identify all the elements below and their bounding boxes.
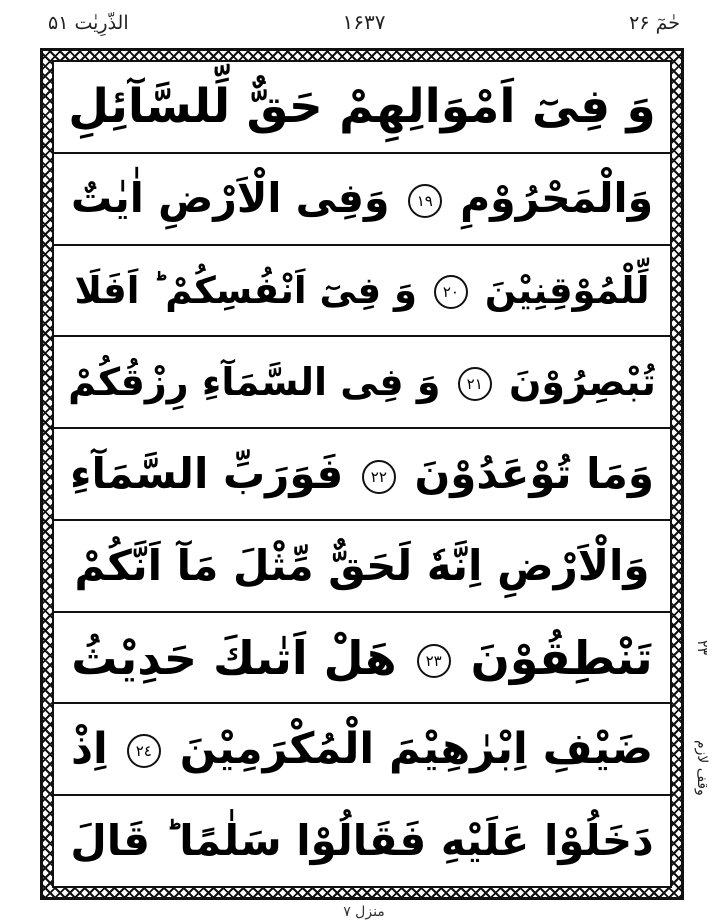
waqf-note: وقف لازم — [694, 740, 710, 796]
verse-line — [54, 337, 670, 429]
verse-text: تَنْطِقُوْنَ ٢٣ هَلْ اَتٰىكَ حَدِیْثُ — [71, 630, 653, 685]
verse-text: تُبْصِرُوْنَ ٢١ وَ فِی السَّمَآءِ رِزْقُكُمْ — [68, 359, 656, 404]
verse-line — [54, 796, 670, 886]
verse-text: وَمَا تُوْعَدُوْنَ ٢٢ فَوَرَبِّ السَّمَآءِ — [70, 449, 654, 499]
verse-text: وَالْمَحْرُوْمِ ١٩ وَفِی الْاَرْضِ اٰیٰتٌ — [70, 174, 654, 223]
page-header — [40, 8, 688, 38]
verse-line — [54, 154, 670, 246]
surah-name: الذّرِیٰت ۵۱ — [48, 12, 129, 34]
verse-line — [54, 62, 670, 154]
verse-line — [54, 246, 670, 338]
ayah-marker: ١٩ — [408, 184, 442, 218]
juz-label: حٰمٓ ۲۶ — [629, 12, 680, 34]
verse-text: وَ فِیٓ اَمْوَالِهِمْ حَقٌّ لِّلسَّآئِلِ — [68, 79, 656, 135]
ruku-marker: ۲۳ — [694, 640, 710, 656]
ayah-marker: ٢٢ — [362, 460, 396, 494]
ornamental-border — [40, 48, 684, 900]
page-number: ۱۶۳۷ — [342, 10, 386, 34]
verse-line — [54, 613, 670, 705]
text-panel — [52, 60, 672, 888]
ayah-marker: ٢١ — [458, 367, 492, 401]
verse-text: ضَیْفِ اِبْرٰهِیْمَ الْمُكْرَمِیْنَ ٢٤ اِذْ — [70, 723, 654, 774]
verse-lines — [54, 62, 670, 886]
ayah-marker: ٢٠ — [434, 275, 468, 309]
ayah-marker: ٢٤ — [127, 734, 161, 768]
verse-line — [54, 704, 670, 796]
verse-text: دَخَلُوْا عَلَیْهِ فَقَالُوْا سَلٰمًا ؕ قَالَ — [70, 816, 654, 866]
ayah-marker: ٢٣ — [417, 644, 451, 678]
verse-text: لِّلْمُوْقِنِیْنَ ٢٠ وَ فِیٓ اَنْفُسِكُمْ ؕ اَفَلَا — [74, 268, 650, 312]
verse-line — [54, 521, 670, 613]
manzil-footer: منزل ۷ — [343, 904, 385, 920]
verse-line — [54, 429, 670, 521]
verse-text: وَالْاَرْضِ اِنَّهٗ لَحَقٌّ مِّثْلَ مَآ اَنَّكُمْ — [74, 540, 650, 590]
